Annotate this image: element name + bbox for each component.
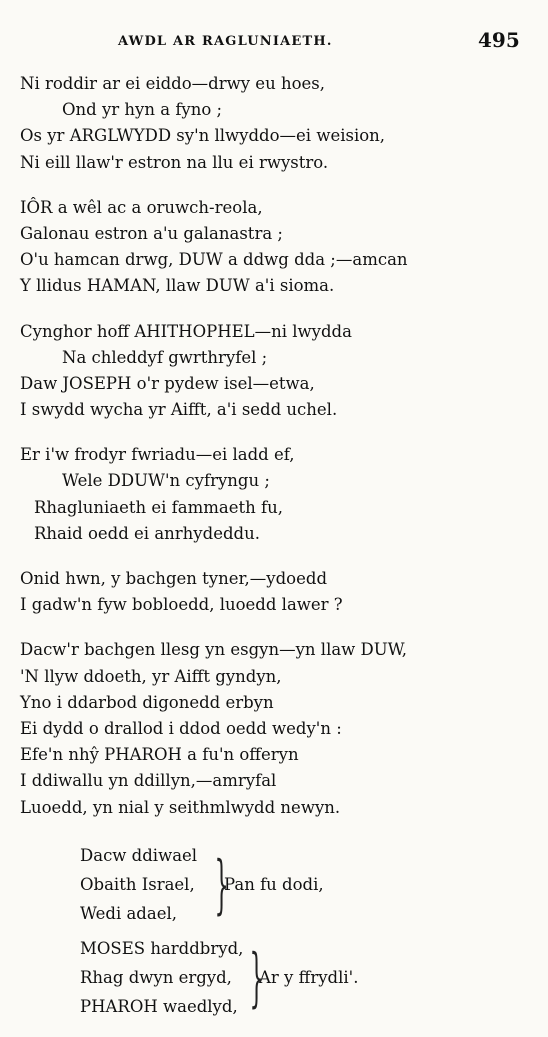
verse-line: Dacw ddiwael: [80, 846, 198, 865]
verse-line: Ni roddir ar ei eiddo—drwy eu hoes,: [20, 74, 325, 93]
coda-refrain: Pan fu dodi,: [224, 875, 324, 894]
coda-lines: [80, 934, 245, 1021]
coda-stanza: [80, 841, 358, 1027]
poem-body: [20, 71, 538, 840]
verse-line: Luoedd, yn nial y seithmlwydd newyn.: [20, 797, 341, 817]
verse-line: Onid hwn, y bachgen tyner,—ydoedd: [20, 569, 328, 588]
coda-lines: [80, 841, 210, 928]
page-number: 495: [478, 28, 520, 52]
verse-line: Daw JOSEPH o'r pydew isel—etwa,: [20, 373, 315, 393]
coda-group: [80, 841, 358, 928]
right-brace-icon: }: [214, 847, 229, 922]
stanza: [20, 195, 538, 300]
verse-line: Wele DDUW'n cyfryngu ;: [62, 471, 270, 491]
verse-line: Obaith Israel,: [80, 875, 195, 894]
verse-line: Ei dydd o drallod i ddod oedd wedy'n :: [20, 718, 342, 738]
coda-refrain: Ar y ffrydli'.: [259, 968, 359, 987]
verse-line: 'N llyw ddoeth, yr Aifft gyndyn,: [20, 666, 282, 686]
stanza: [20, 319, 538, 424]
verse-line: Efe'n nhŷ PHAROH a fu'n offeryn: [20, 745, 299, 765]
verse-line: I ddiwallu yn ddillyn,—amryfal: [20, 771, 277, 791]
right-brace-icon: }: [249, 940, 264, 1015]
verse-line: Galonau estron a'u galanastra ;: [20, 223, 283, 243]
verse-line: Rhaid oedd ei anrhydeddu.: [34, 523, 260, 543]
verse-line: Rhag dwyn ergyd,: [80, 968, 232, 987]
verse-line: I swydd wycha yr Aifft, a'i sedd uchel.: [20, 400, 338, 420]
verse-line: Wedi adael,: [80, 904, 177, 923]
verse-line: Ni eill llaw'r estron na llu ei rwystro.: [20, 152, 329, 172]
verse-line: PHAROH waedlyd,: [80, 997, 238, 1016]
verse-line: IÔR a wêl ac a oruwch-reola,: [20, 197, 263, 217]
verse-line: Na chleddyf gwrthryfel ;: [62, 347, 268, 367]
verse-line: Cynghor hoff AHITHOPHEL—ni lwydda: [20, 321, 352, 341]
verse-line: O'u hamcan drwg, DUW a ddwg dda ;—amcan: [20, 250, 408, 270]
verse-line: Os yr ARGLWYDD sy'n llwyddo—ei weision,: [20, 126, 386, 146]
running-title: AWDL AR RAGLUNIAETH.: [118, 34, 333, 49]
stanza: [20, 71, 538, 176]
stanza: [20, 637, 538, 820]
stanza: [20, 566, 538, 618]
stanza: [20, 442, 538, 547]
verse-line: Rhagluniaeth ei fammaeth fu,: [34, 497, 283, 517]
verse-line: Dacw'r bachgen llesg yn esgyn—yn llaw DUW,: [20, 640, 408, 660]
coda-group: [80, 934, 358, 1021]
verse-line: Yno i ddarbod digonedd erbyn: [20, 692, 274, 712]
verse-line: Y llidus HAMAN, llaw DUW a'i sioma.: [20, 276, 335, 296]
verse-line: I gadw'n fyw bobloedd, luoedd lawer ?: [20, 595, 343, 615]
verse-line: MOSES harddbryd,: [80, 939, 244, 958]
verse-line: Er i'w frodyr fwriadu—ei ladd ef,: [20, 445, 295, 465]
verse-line: Ond yr hyn a fyno ;: [62, 100, 223, 120]
